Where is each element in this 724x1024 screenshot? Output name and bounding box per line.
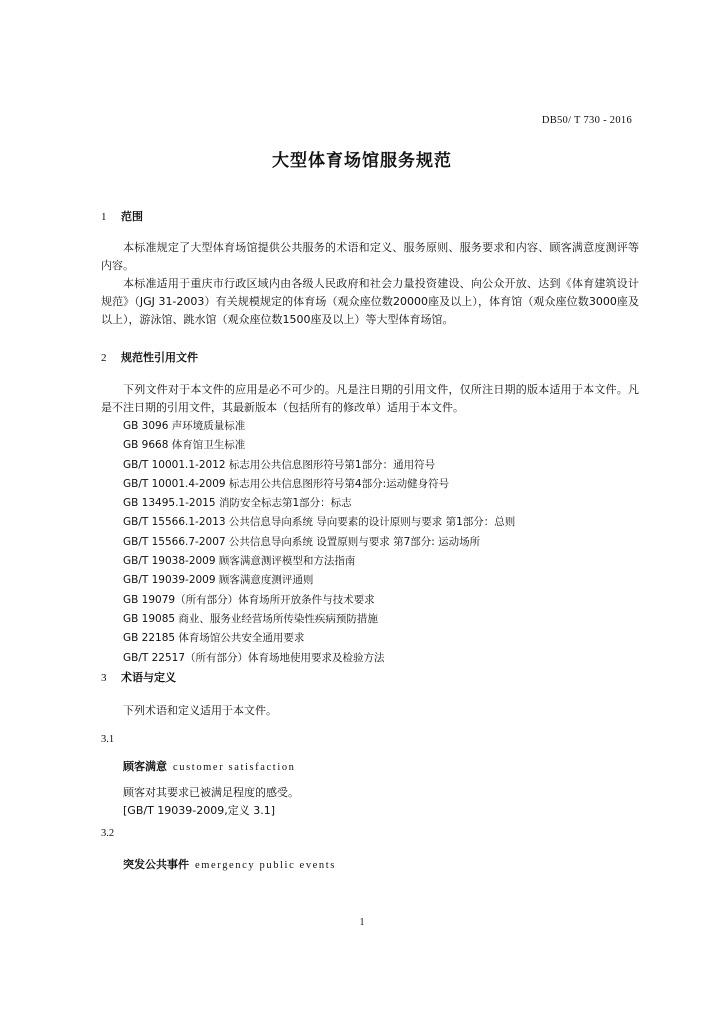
section-number: 1	[101, 211, 107, 223]
reference-item: GB 19085 商业、服务业经营场所传染性疾病预防措施	[123, 612, 378, 625]
scope-paragraph-1: 本标准规定了大型体育场馆提供公共服务的术语和定义、服务原则、服务要求和内容、顾客满意度测评等内容。	[101, 241, 639, 272]
section-number: 3	[101, 672, 107, 684]
page-number: 1	[359, 917, 365, 928]
clause-number: 3.1	[101, 734, 115, 745]
term-english: customer satisfaction	[173, 762, 296, 773]
reference-item: GB 22185 体育场馆公共安全通用要求	[123, 632, 305, 645]
section-title: 范围	[121, 210, 143, 223]
term-entry	[123, 856, 336, 872]
section-1-heading	[101, 208, 143, 224]
term-source: [GB/T 19039-2009,定义 3.1]	[123, 804, 276, 817]
term-chinese: 突发公共事件	[123, 858, 189, 871]
section-title: 术语与定义	[121, 671, 176, 684]
document-title: 大型体育场馆服务规范	[272, 151, 452, 171]
reference-list	[123, 417, 515, 668]
term-english: emergency public events	[195, 860, 336, 871]
section-number: 2	[101, 352, 107, 364]
reference-item: GB 3096 声环境质量标准	[123, 420, 246, 432]
reference-item: GB/T 19039-2009 顾客满意度测评通则	[123, 574, 314, 587]
standard-code: DB50/ T 730 - 2016	[541, 115, 632, 126]
reference-item: GB 19079（所有部分）体育场所开放条件与技术要求	[123, 593, 375, 606]
references-intro: 下列文件对于本文件的应用是必不可少的。凡是注日期的引用文件，仅所注日期的版本适用于本文件。凡是不注日期的引用文件，其最新版本（包括所有的修改单）适用于本文件。	[101, 383, 639, 414]
clause-number: 3.2	[101, 828, 115, 839]
section-3-heading	[101, 669, 176, 685]
section-title: 规范性引用文件	[121, 351, 198, 364]
scope-paragraph-2: 本标准适用于重庆市行政区域内由各级人民政府和社会力量投资建设、向公众开放、达到《体育建筑设计规范》（JGJ 31-2003）有关规模规定的体育场（观众座位数20000座及以上），体育馆（观众座位数3000座及以上），游泳馆、跳水馆（观众座位数1500座及以上）等大型体育场馆。	[101, 277, 640, 326]
term-definition: 顾客对其要求已被满足程度的感受。	[123, 786, 299, 799]
reference-item: GB/T 15566.7-2007 公共信息导向系统 设置原则与要求 第7部分: 运动场所	[123, 535, 481, 548]
reference-item: GB/T 19038-2009 顾客满意测评模型和方法指南	[123, 555, 356, 568]
reference-item: GB 13495.1-2015 消防安全标志第1部分：标志	[123, 497, 352, 510]
term-chinese: 顾客满意	[123, 760, 167, 773]
term-entry	[123, 758, 296, 774]
reference-item: GB/T 22517（所有部分）体育场地使用要求及检验方法	[123, 651, 385, 664]
reference-item: GB/T 10001.1-2012 标志用公共信息图形符号第1部分：通用符号	[123, 458, 436, 471]
reference-item: GB/T 10001.4-2009 标志用公共信息图形符号第4部分:运动健身符号	[123, 477, 450, 490]
reference-item: GB 9668 体育馆卫生标准	[123, 439, 246, 452]
terms-intro: 下列术语和定义适用于本文件。	[123, 704, 277, 717]
section-2-heading	[101, 349, 198, 365]
reference-item: GB/T 15566.1-2013 公共信息导向系统 导向要素的设计原则与要求 第1部分：总则	[123, 516, 516, 529]
